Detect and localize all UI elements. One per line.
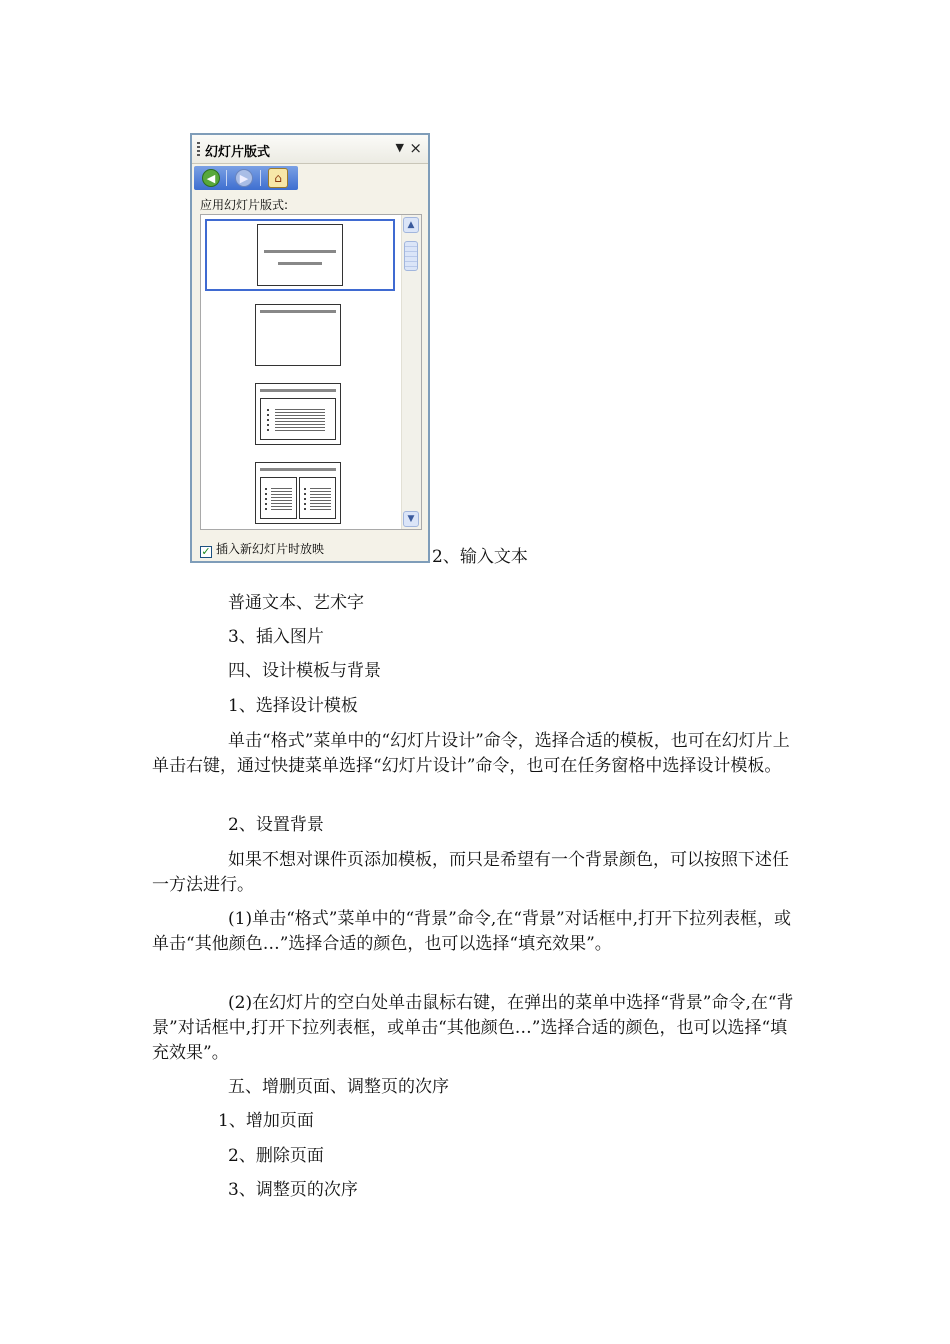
vertical-scrollbar[interactable] — [401, 215, 421, 529]
title-placeholder — [260, 468, 336, 471]
title-placeholder — [264, 250, 336, 253]
inline-caption: 2、输入文本 — [432, 547, 528, 567]
left-column-placeholder — [260, 477, 297, 519]
layout-thumbnail — [255, 304, 341, 366]
pane-navigation-bar — [194, 166, 298, 190]
text-lines — [310, 488, 331, 510]
paragraph: 2、设置背景 — [228, 815, 324, 835]
checkbox-label: 插入新幻灯片时放映 — [216, 542, 325, 556]
layout-title-and-text[interactable] — [205, 378, 395, 450]
show-on-insert-option[interactable] — [200, 540, 324, 558]
bullet-marks — [265, 488, 267, 510]
text-lines — [275, 409, 325, 431]
title-placeholder — [260, 310, 336, 313]
title-placeholder — [260, 389, 336, 392]
subtitle-placeholder — [278, 262, 322, 265]
scroll-up-icon[interactable]: ▲ — [403, 217, 419, 233]
paragraph: (2)在幻灯片的空白处单击鼠标右键，在弹出的菜单中选择“背景”命令,在“背景”对话框中,打开下拉列表框，或单击“其他颜色…”选择合适的颜色，也可以选择“填充效果”。 — [152, 993, 794, 1063]
section-heading: 四、设计模板与背景 — [228, 661, 381, 681]
slide-layout-task-pane — [190, 133, 430, 563]
text-lines — [271, 488, 292, 510]
close-icon[interactable]: × — [409, 139, 422, 157]
home-icon[interactable]: ⌂ — [268, 168, 288, 188]
checkbox-checked-icon[interactable]: ✓ — [201, 545, 211, 558]
separator — [226, 170, 227, 186]
bullet-marks — [267, 409, 269, 431]
paragraph: 普通文本、艺术字 — [228, 593, 364, 613]
paragraph: 如果不想对课件页添加模板，而只是希望有一个背景颜色，可以按照下述任一方法进行。 — [152, 850, 789, 895]
paragraph: 2、删除页面 — [228, 1146, 324, 1166]
paragraph: 1、选择设计模板 — [228, 696, 358, 716]
section-label: 应用幻灯片版式: — [200, 198, 289, 212]
grip-icon[interactable] — [197, 142, 200, 158]
layout-title-slide[interactable] — [205, 219, 395, 291]
layout-list — [200, 214, 422, 530]
pane-title: 幻灯片版式 — [205, 145, 271, 160]
layout-thumbnail — [255, 383, 341, 445]
section-heading: 五、增删页面、调整页的次序 — [228, 1077, 449, 1097]
separator — [260, 170, 261, 186]
layout-thumbnail — [255, 462, 341, 524]
paragraph: (1)单击“格式”菜单中的“背景”命令,在“背景”对话框中,打开下拉列表框，或单击“其他颜色…”选择合适的颜色，也可以选择“填充效果”。 — [152, 909, 792, 954]
text-placeholder — [260, 398, 336, 440]
paragraph: 3、插入图片 — [228, 627, 324, 647]
layout-title-only[interactable] — [205, 299, 395, 371]
paragraph: 单击“格式”菜单中的“幻灯片设计”命令，选择合适的模板，也可在幻灯片上单击右键，通过快捷菜单选择“幻灯片设计”命令，也可在任务窗格中选择设计模板。 — [152, 731, 790, 776]
layout-two-column-text[interactable] — [205, 457, 395, 529]
back-arrow-icon[interactable]: ◀ — [202, 169, 220, 187]
layout-thumbnail — [257, 224, 343, 286]
right-column-placeholder — [299, 477, 336, 519]
scroll-thumb[interactable] — [404, 241, 418, 271]
paragraph: 1、增加页面 — [218, 1111, 314, 1131]
bullet-marks — [304, 488, 306, 510]
pane-title-bar — [192, 135, 428, 164]
dropdown-arrow-icon[interactable]: ▼ — [395, 141, 404, 154]
scroll-down-icon[interactable]: ▼ — [403, 511, 419, 527]
paragraph: 3、调整页的次序 — [228, 1180, 358, 1200]
forward-arrow-icon[interactable]: ▶ — [235, 169, 253, 187]
